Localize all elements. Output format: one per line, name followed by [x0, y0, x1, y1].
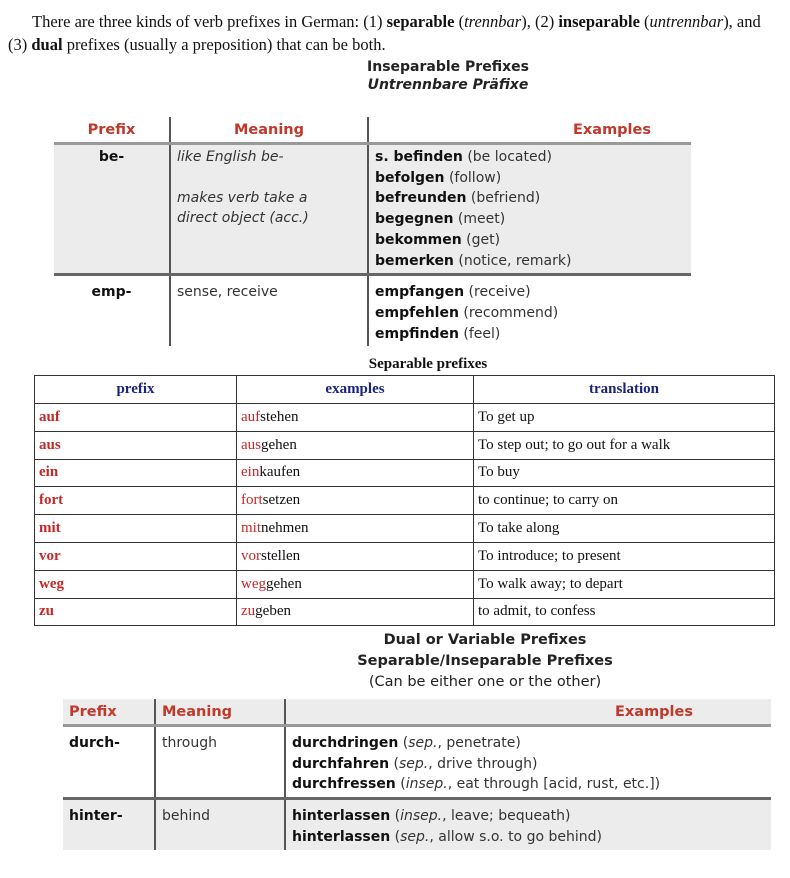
table-row: vor vorstellen To introduce; to present: [35, 542, 775, 570]
table-row: ein einkaufen To buy: [35, 459, 775, 487]
table-row: hinter- behind hinterlassen (insep., leave; bequeath) hinterlassen (sep., allow s.o. to go behind): [63, 799, 771, 850]
table-header-row: Prefix Meaning Examples: [54, 117, 691, 144]
dual-table: [63, 699, 771, 850]
table-row: fort fortsetzen to continue; to carry on: [35, 487, 775, 515]
term-separable: separable: [386, 12, 455, 31]
table-row: emp- sense, receive empfangen (receive) empfehlen (recommend) empfinden (feel): [54, 275, 691, 347]
table-row: weg weggehen To walk away; to depart: [35, 570, 775, 598]
table-header-row: Prefix Meaning Examples: [63, 699, 771, 726]
examples-cell: hinterlassen (insep., leave; bequeath) hinterlassen (sep., allow s.o. to go behind): [285, 799, 771, 850]
inseparable-table: [54, 117, 691, 346]
table-row: aus ausgehen To step out; to go out for a walk: [35, 431, 775, 459]
term-inseparable: inseparable: [558, 12, 640, 31]
table-header-row: prefix examples translation: [35, 376, 775, 404]
term-dual: dual: [31, 35, 63, 54]
examples-cell: s. befinden (be located) befolgen (follow) befreunden (befriend) begegnen (meet) bekommen (get) bemerken (notice, remark): [368, 144, 691, 275]
examples-cell: durchdringen (sep., penetrate) durchfahren (sep., drive through) durchfressen (insep., eat through [acid, rust, etc.]): [285, 726, 771, 799]
separable-title: Separable prefixes: [368, 356, 488, 372]
examples-cell: empfangen (receive) empfehlen (recommend) empfinden (feel): [368, 275, 691, 347]
table-row: auf aufstehen To get up: [35, 404, 775, 432]
separable-table: [34, 375, 775, 626]
meaning-cell: like English be- makes verb take a direct object (acc.): [170, 144, 368, 275]
dual-title: Dual or Variable Prefixes Separable/Inseparable Prefixes (Can be either one or the other): [357, 632, 613, 690]
table-row: zu zugeben to admit, to confess: [35, 598, 775, 626]
table-row: be- like English be- makes verb take a direct object (acc.) s. befinden (be located) befolgen (follow) befreunden (befriend) begegnen (meet) bekommen (get) bemerken (notice, remark): [54, 144, 691, 275]
table-row: durch- through durchdringen (sep., penetrate) durchfahren (sep., drive through) durchfressen (insep., eat through [acid, rust, etc.]): [63, 726, 771, 799]
intro-paragraph: There are three kinds of verb prefixes in German: (1) separable (trennbar), (2) inseparable (untrennbar), and (3) dual prefixes (usually a preposition) that can be both.: [8, 12, 761, 54]
table-row: mit mitnehmen To take along: [35, 515, 775, 543]
inseparable-title: Inseparable Prefixes Untrennbare Präfixe: [367, 59, 529, 93]
